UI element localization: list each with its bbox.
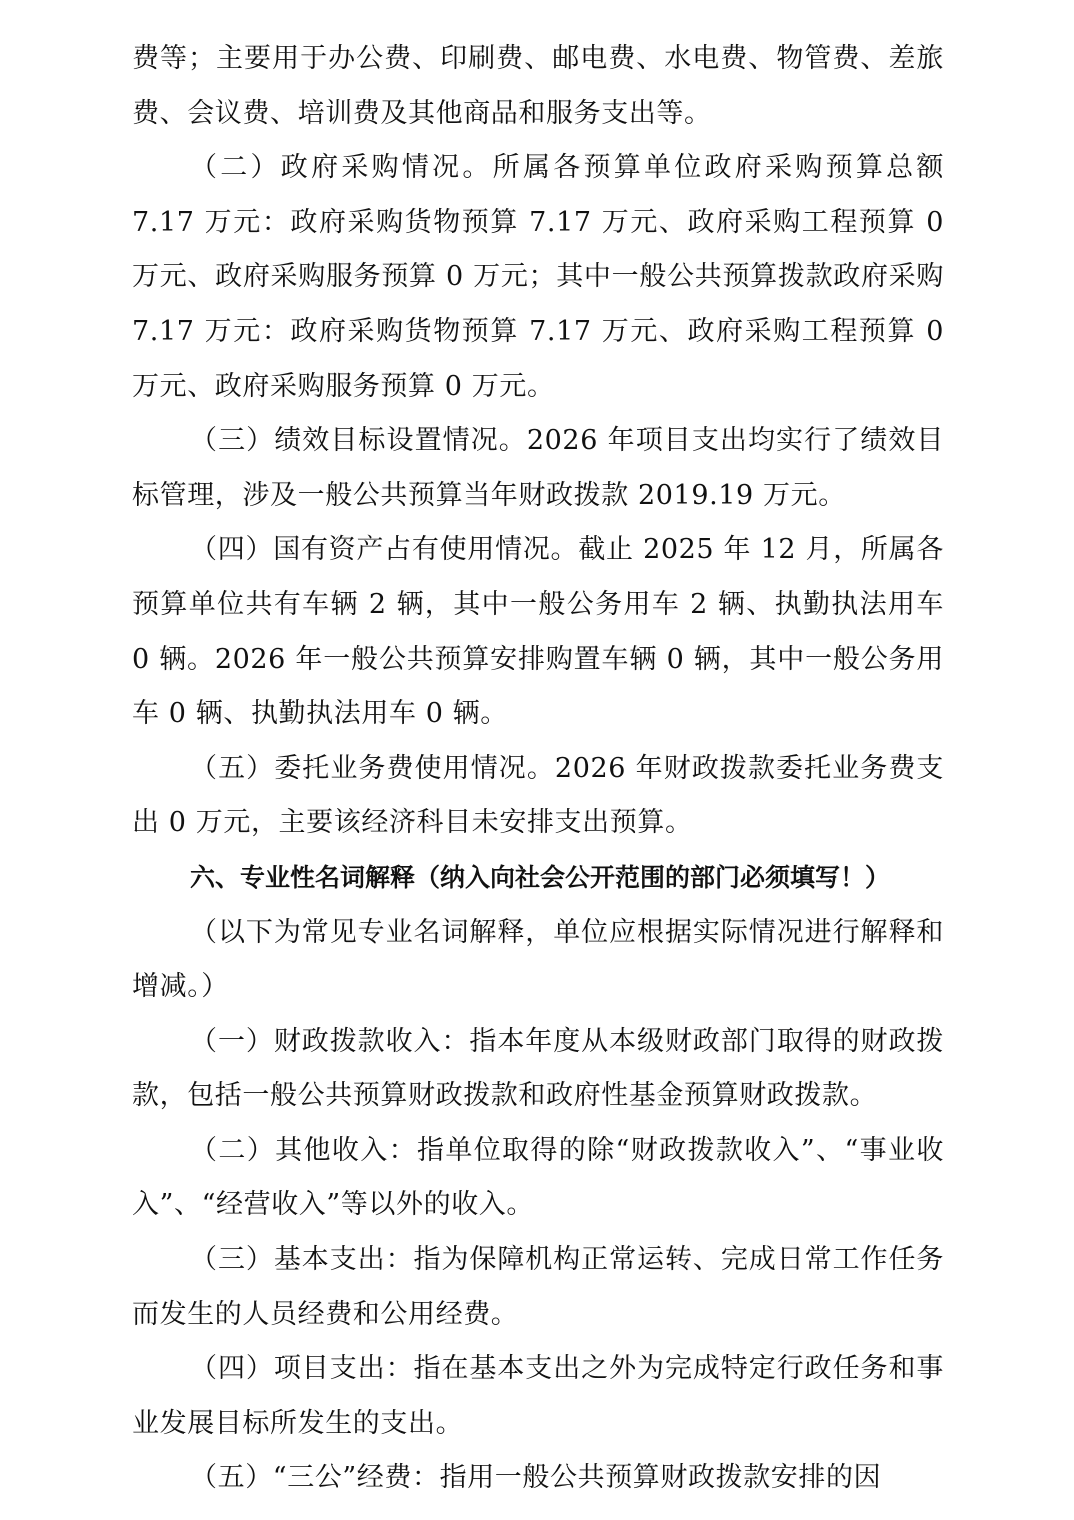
paragraph-government-procurement <box>132 141 944 414</box>
paragraph-text: 截止 2025 年 12 月，所属各预算单位共有车辆 2 辆，其中一般公务用车 2 辆、执勤执法用车 0 辆。2026 年一般公共预算安排购置车辆 0 辆，其中一般公务用车 0 辆、执勤执法用车 0 辆。 <box>132 534 945 730</box>
term-definition: 指在基本支出之外为完成特定行政任务和事业发展目标所发生的支出。 <box>132 1353 944 1439</box>
paragraph-lead: （三）绩效目标设置情况。 <box>190 425 527 457</box>
note-text: （以下为常见专业名词解释，单位应根据实际情况进行解释和增减。） <box>132 916 944 1003</box>
paragraph-lead: （五）委托业务费使用情况。 <box>190 752 555 784</box>
term-label: （三）基本支出： <box>190 1244 414 1276</box>
section-note <box>132 906 944 1015</box>
term-definition: 指本年度从本级财政部门取得的财政拨款，包括一般公共预算财政拨款和政府性基金预算财政拨款。 <box>132 1025 945 1112</box>
document-page <box>132 32 944 1506</box>
paragraph-lead: （四）国有资产占有使用情况。 <box>190 534 579 566</box>
term-definition: 指用一般公共预算财政拨款安排的因 <box>439 1462 882 1494</box>
section-heading-terms: 六、专业性名词解释（纳入向社会公开范围的部门必须填写！） <box>190 862 891 892</box>
paragraph-text: 2026 年财政拨款委托业务费支出 0 万元，主要该经济科目未安排支出预算。 <box>132 752 944 839</box>
term-definition: 指单位取得的除“财政拨款收入”、“事业收入”、“经营收入”等以外的收入。 <box>132 1134 944 1221</box>
paragraph-commissioned-business <box>132 742 944 851</box>
paragraph-text: 费等；主要用于办公费、印刷费、邮电费、水电费、物管费、差旅费、会议费、培训费及其他商品和服务支出等。 <box>132 43 944 129</box>
term-entry <box>132 1342 944 1451</box>
term-entry <box>132 1015 944 1124</box>
term-label: （一）财政拨款收入： <box>190 1025 470 1057</box>
paragraph-lead: （二）政府采购情况。 <box>190 152 493 184</box>
term-label: （二）其他收入： <box>190 1134 417 1166</box>
paragraph-state-assets <box>132 523 944 741</box>
paragraph-text: 2026 年项目支出均实行了绩效目标管理，涉及一般公共预算当年财政拨款 2019.19 万元。 <box>132 425 945 511</box>
term-entry <box>132 1124 944 1233</box>
term-label: （四）项目支出： <box>190 1353 414 1385</box>
paragraph-text: 所属各预算单位政府采购预算总额 7.17 万元：政府采购货物预算 7.17 万元、政府采购工程预算 0 万元、政府采购服务预算 0 万元；其中一般公共预算拨款政府采购 7.17 万元：政府采购货物预算 7.17 万元、政府采购工程预算 0 万元、政府采购服务预算 0 万元。 <box>132 152 945 402</box>
paragraph-expenditure-continued <box>132 32 944 141</box>
term-entry <box>132 1233 944 1342</box>
term-definition: 指为保障机构正常运转、完成日常工作任务而发生的人员经费和公用经费。 <box>132 1244 944 1330</box>
term-entry <box>132 1451 944 1506</box>
term-label: （五）“三公”经费： <box>190 1462 440 1494</box>
paragraph-performance-targets <box>132 414 944 523</box>
